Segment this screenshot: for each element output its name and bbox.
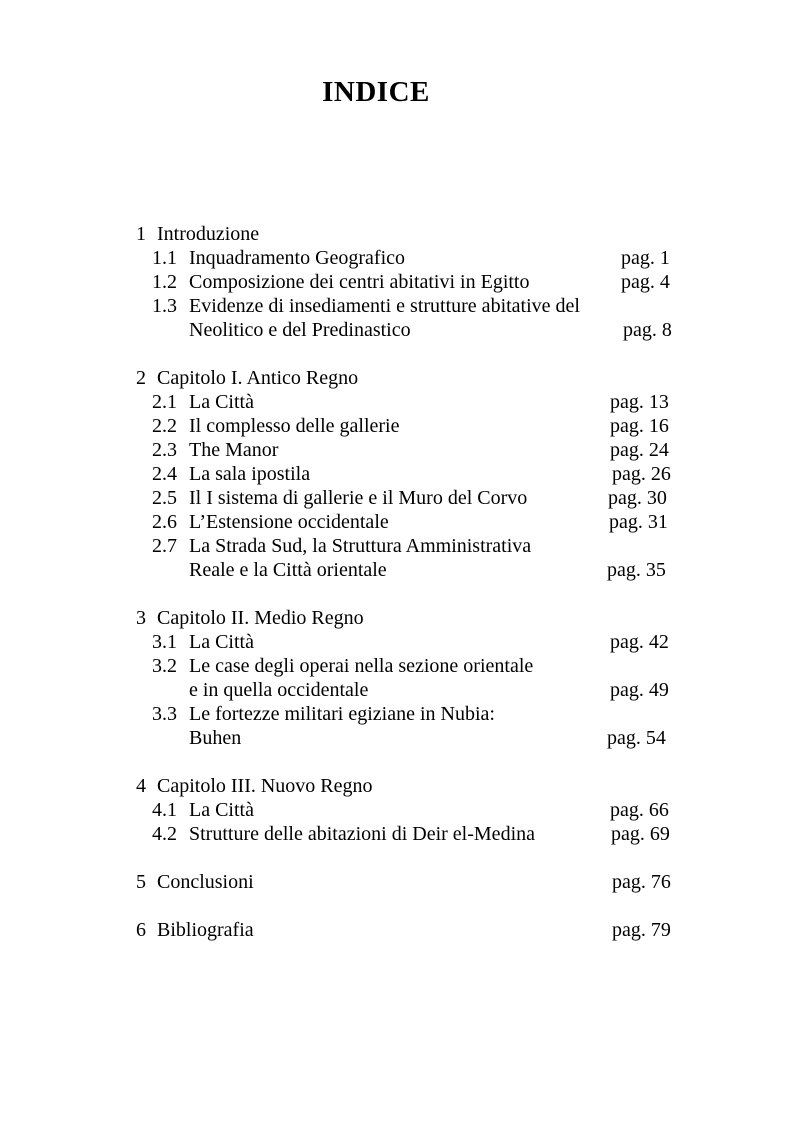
section-title-continued: Reale e la Città orientale [189,559,387,581]
section-number: 1.1 [152,247,177,269]
page-number: pag. 54 [607,727,666,749]
page-number: pag. 8 [623,319,672,341]
chapter-number: 3 [136,607,146,629]
page-number: pag. 16 [610,415,669,437]
section-number: 4.2 [152,823,177,845]
page-number: pag. 66 [610,799,669,821]
section-title: Il complesso delle gallerie [189,415,400,437]
section-title: The Manor [189,439,279,461]
page-number: pag. 4 [621,271,670,293]
chapter-title: Capitolo I. Antico Regno [157,367,359,389]
section-number: 2.3 [152,439,177,461]
page-number: pag. 76 [612,871,671,893]
page-number: pag. 49 [610,679,669,701]
section-title: La Strada Sud, la Struttura Amministrativa [189,535,532,557]
page-number: pag. 69 [611,823,670,845]
chapter-title: Conclusioni [157,871,254,893]
section-title: La Città [189,799,254,821]
page-number: pag. 79 [612,919,671,941]
section-title: La sala ipostila [189,463,311,485]
page-number: pag. 24 [610,439,669,461]
page-number: pag. 13 [610,391,669,413]
section-number: 3.2 [152,655,177,677]
section-number: 2.1 [152,391,177,413]
chapter-title: Bibliografia [157,919,254,941]
section-title: Le fortezze militari egiziane in Nubia: [189,703,495,725]
page-number: pag. 1 [621,247,670,269]
page-number: pag. 26 [612,463,671,485]
section-title: La Città [189,631,254,653]
section-title: Inquadramento Geografico [189,247,406,269]
section-number: 1.2 [152,271,177,293]
chapter-title: Introduzione [157,223,260,245]
section-title: Evidenze di insediamenti e strutture abitative del [189,295,580,317]
section-title: Il I sistema di gallerie e il Muro del Corvo [189,487,528,509]
chapter-number: 4 [136,775,146,797]
section-title: Composizione dei centri abitativi in Egitto [189,271,530,293]
chapter-number: 1 [136,223,146,245]
chapter-number: 6 [136,919,146,941]
chapter-number: 5 [136,871,146,893]
section-number: 3.1 [152,631,177,653]
page-number: pag. 30 [608,487,667,509]
section-title: Le case degli operai nella sezione orientale [189,655,534,677]
section-title: La Città [189,391,254,413]
section-number: 4.1 [152,799,177,821]
section-number: 2.2 [152,415,177,437]
section-title: Strutture delle abitazioni di Deir el-Medina [189,823,535,845]
section-number: 2.4 [152,463,177,485]
chapter-title: Capitolo II. Medio Regno [157,607,364,629]
section-number: 2.7 [152,535,177,557]
section-title-continued: e in quella occidentale [189,679,369,701]
page-number: pag. 31 [609,511,668,533]
section-title: L’Estensione occidentale [189,511,389,533]
page-number: pag. 42 [610,631,669,653]
chapter-title: Capitolo III. Nuovo Regno [157,775,373,797]
section-title-continued: Buhen [189,727,242,749]
chapter-number: 2 [136,367,146,389]
page-title: INDICE [322,76,430,108]
section-number: 2.5 [152,487,177,509]
section-title-continued: Neolitico e del Predinastico [189,319,411,341]
section-number: 1.3 [152,295,177,317]
section-number: 3.3 [152,703,177,725]
page-number: pag. 35 [607,559,666,581]
section-number: 2.6 [152,511,177,533]
